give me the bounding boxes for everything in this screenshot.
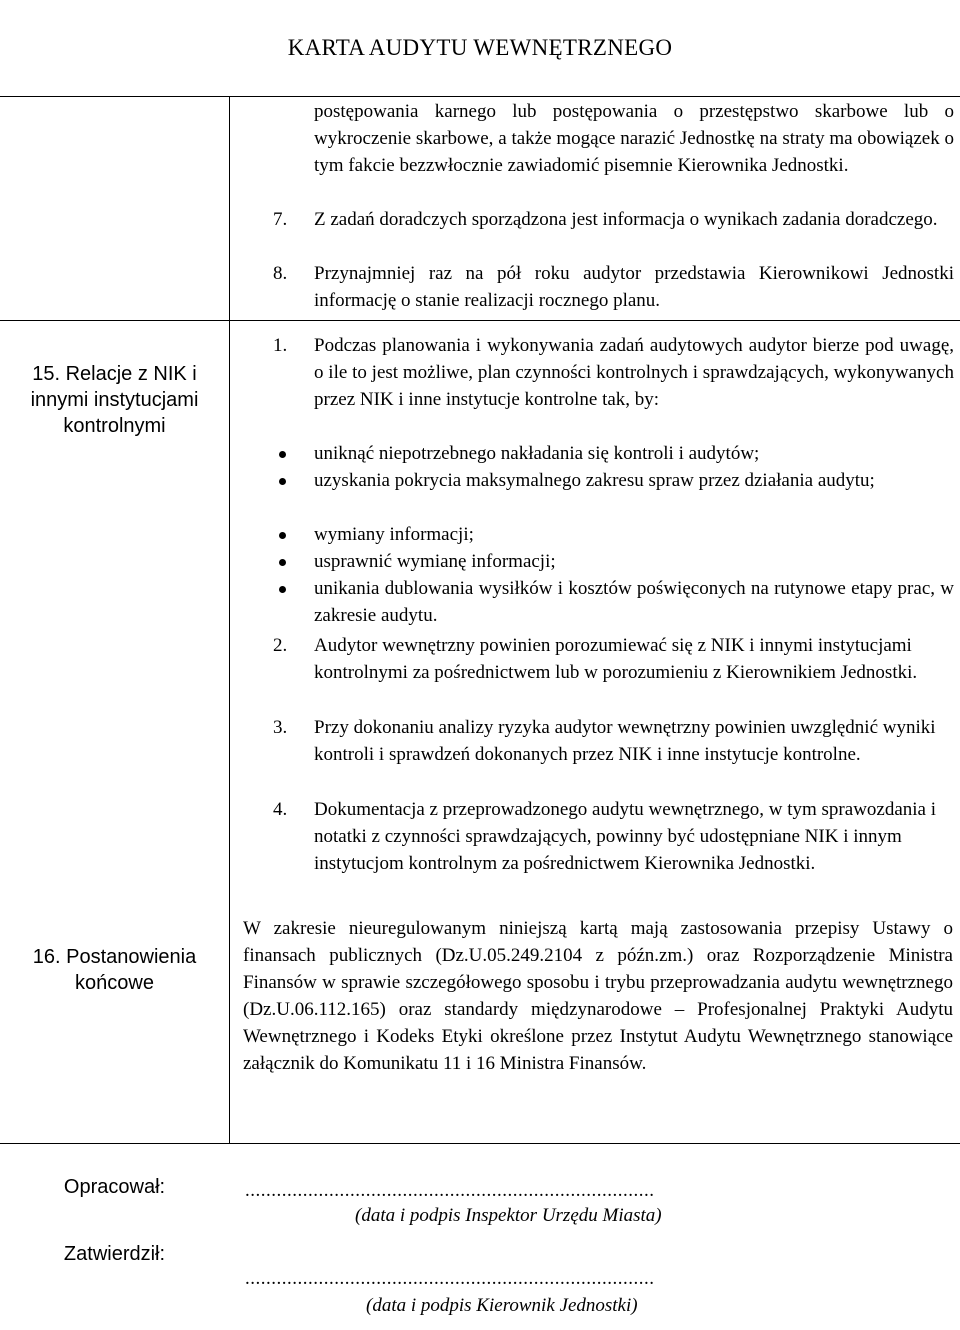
bullet-icon xyxy=(279,532,286,539)
section-15-label xyxy=(0,361,229,439)
list-item: Przy dokonaniu analizy ryzyka audytor wewnętrzny powinien uwzględnić wyniki kontroli i sprawdzeń dokonanych przez NIK i inne instytucje kontrolne. xyxy=(314,717,936,765)
bullet-icon xyxy=(279,559,286,566)
approved-by-label: Zatwierdził: xyxy=(63,1243,166,1265)
item-number: 2. xyxy=(273,635,288,656)
list-item: Z zadań doradczych sporządzona jest informacja o wynikach zadania doradczego. xyxy=(314,209,938,230)
signature-caption: (data i podpis Kierownik Jednostki) xyxy=(366,1295,638,1316)
bullet-icon xyxy=(279,451,286,458)
section-label-line: 16. Postanowienia xyxy=(32,946,197,968)
signature-caption: (data i podpis Inspektor Urzędu Miasta) xyxy=(355,1205,662,1226)
list-item: Przynajmniej raz na pół roku audytor przedstawia Kierownikowi Jednostki informację o stanie realizacji rocznego planu. xyxy=(314,263,954,311)
section-label-line: 15. Relacje z NIK i xyxy=(32,363,197,385)
column-divider xyxy=(229,96,230,1144)
signature-line: .............................................................................. xyxy=(245,1268,655,1289)
continuation-paragraph: postępowania karnego lub postępowania o przestępstwo skarbowe lub o wykroczenie skarbowe, a także mogące narazić Jednostkę na straty ma obowiązek o tym fakcie bezzwłocznie zawiadomić pisemnie Kierownika Jednostki. xyxy=(314,101,954,176)
section-label-line: kontrolnymi xyxy=(63,415,166,437)
item-number: 7. xyxy=(273,209,288,230)
prepared-by-label: Opracował: xyxy=(63,1176,166,1198)
bullet-item: usprawnić wymianę informacji; xyxy=(314,551,556,572)
bullet-icon xyxy=(279,586,286,593)
bullet-item: unikania dublowania wysiłków i kosztów poświęconych na rutynowe etapy prac, w zakresie audytu. xyxy=(314,578,954,626)
section-16-text: W zakresie nieuregulowanym niniejszą kartą mają zastosowania przepisy Ustawy o finansach publicznych (Dz.U.05.249.2104 z późn.zm.) oraz Rozporządzenie Ministra Finansów w sprawie szczegółowego sposobu i trybu przeprowadzania audytu wewnętrznego (Dz.U.06.112.165) oraz standardy międzynarodowe – Profesjonalnej Praktyki Audytu Wewnętrznego i Kodeks Etyki określone przez Instytut Audytu Wewnętrznego stanowiące załącznik do Komunikatu 11 i 16 Ministra Finansów. xyxy=(243,918,953,1074)
list-item: Podczas planowania i wykonywania zadań audytowych audytor bierze pod uwagę, o ile to jest możliwe, plan czynności kontrolnych i sprawdzających, wykonywanych przez NIK i inne instytucje kontrolne tak, by: xyxy=(314,335,954,410)
item-number: 8. xyxy=(273,263,288,284)
bullet-icon xyxy=(279,478,286,485)
bullet-item: uzyskania pokrycia maksymalnego zakresu spraw przez działania audytu; xyxy=(314,470,875,491)
bullet-item: uniknąć niepotrzebnego nakładania się kontroli i audytów; xyxy=(314,443,760,464)
bullet-item: wymiany informacji; xyxy=(314,524,474,545)
signature-line: .............................................................................. xyxy=(245,1180,655,1201)
item-number: 1. xyxy=(273,335,288,356)
section-16-label xyxy=(0,944,229,996)
item-number: 4. xyxy=(273,799,288,820)
section-label-line: innymi instytucjami xyxy=(30,389,199,411)
document-title: KARTA AUDYTU WEWNĘTRZNEGO xyxy=(0,0,960,97)
list-item: Audytor wewnętrzny powinien porozumiewać się z NIK i innymi instytucjami kontrolnymi za pośrednictwem lub w porozumieniu z Kierownikiem Jednostki. xyxy=(314,635,918,683)
section-label-line: końcowe xyxy=(75,972,154,994)
item-number: 3. xyxy=(273,717,288,738)
list-item: Dokumentacja z przeprowadzonego audytu wewnętrznego, w tym sprawozdania i notatki z czynności sprawdzających, powinny być udostępniane NIK i innym instytucjom kontrolnym za pośrednictwem Kierownika Jednostki. xyxy=(314,799,937,874)
